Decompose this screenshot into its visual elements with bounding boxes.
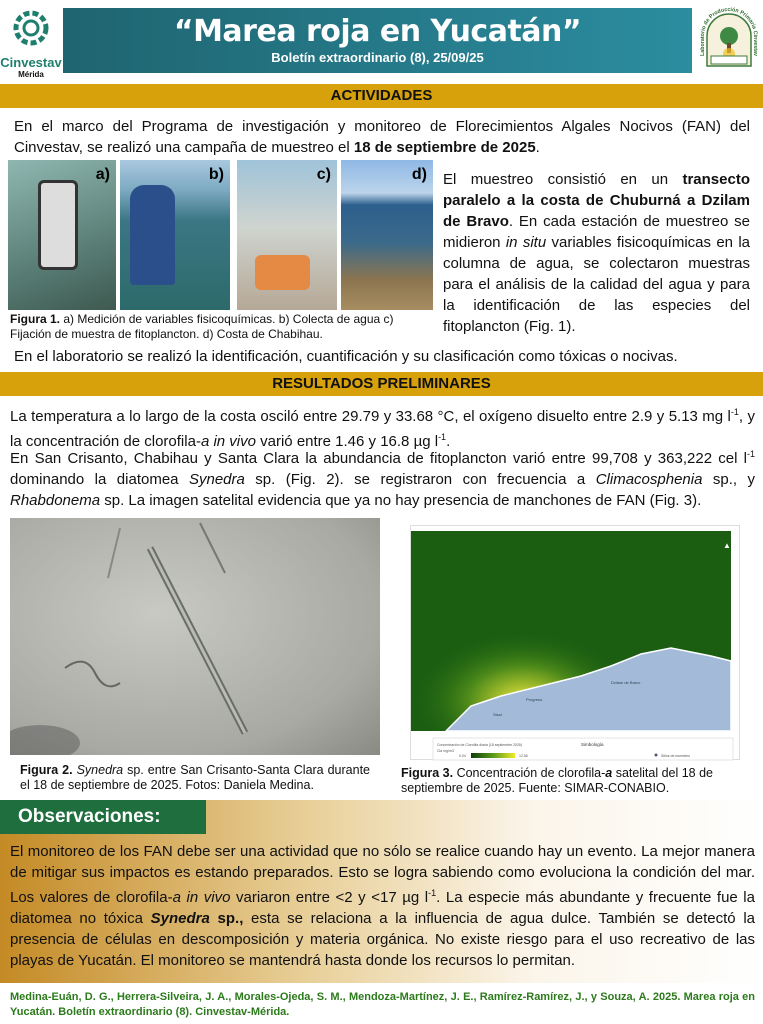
text-segment: 18 de septiembre de 2025 <box>353 139 536 156</box>
text-segment: varió entre 1.46 y 16.8 µg l <box>255 433 439 450</box>
text-segment: Synedra <box>76 763 124 777</box>
text-segment: La temperatura a lo largo de la costa osciló entre 29.79 y 33.68 °C, el oxígeno disuelto entre 2.9 y 5.13 mg l <box>10 408 731 425</box>
text-segment: in situ <box>505 234 547 251</box>
map-legend-unit: Cla mg/m3 <box>437 749 454 753</box>
text-segment: a) Medición de variables fisicoquímicas. b) Colecta de agua c) Fijación de muestra de fitoplancton. d) Costa de Chabihau. <box>10 312 394 341</box>
text-segment: dominando la diatomea <box>10 471 189 488</box>
logo-subtext: Mérida <box>18 70 44 79</box>
text-segment: Figura 2. <box>20 763 73 777</box>
text-segment: sp. entre San Crisanto-Santa Clara durante el 18 de septiembre de 2025. Fotos: Daniela Medina. <box>20 763 371 792</box>
map-legend-sites: Sitios de muestreo <box>661 754 690 758</box>
lab-emblem-icon <box>698 6 760 78</box>
page-title: “Marea roja en Yucatán” <box>173 14 582 49</box>
map-legend-label: Concentración de Clorofila diaria (18 septiembre 2025) <box>437 743 523 747</box>
text-segment: variaron entre <2 y <17 µg l <box>230 889 429 906</box>
text-segment: . <box>535 139 540 156</box>
map-legend-max: 12.56 <box>519 754 528 758</box>
text-segment: Rhabdonema <box>10 492 101 509</box>
text-segment: Figura 3. <box>401 766 454 780</box>
text-segment: . En cada estación de muestreo se midieron <box>443 213 750 251</box>
text-segment: sp. La imagen satelital evidencia que ya no hay presencia de manchones de FAN (Fig. 3). <box>100 492 702 509</box>
observations-heading: Observaciones: <box>0 800 206 834</box>
text-segment: satelital del 18 de septiembre de 2025. Fuente: SIMAR-CONABIO. <box>401 766 713 795</box>
lab-logo-text: Laboratorio de Producción Primaria Cinvestav <box>699 6 759 57</box>
observations-text <box>10 841 755 971</box>
photo-b <box>120 160 230 310</box>
text-segment: Concentración de clorofila- <box>456 766 606 780</box>
citation: Medina-Euán, D. G., Herrera-Silveira, J. A., Morales-Ojeda, S. M., Mendoza-Martínez, J. E., Ramírez-Ramírez, J., y Souza, A. 2025. Marea roja en Yucatán. Boletín extraordinario (8). Cinvestav-Mérida. <box>10 991 755 1018</box>
intro-paragraph <box>14 116 750 158</box>
text-segment: -1 <box>730 407 739 417</box>
text-segment: El muestreo consistió en un <box>443 171 683 188</box>
text-segment: . La especie más abundante y frecuente fue la diatomea no tóxica <box>10 889 755 927</box>
text-segment: El monitoreo de los FAN debe ser una actividad que no sólo se realice cuando hay un evento. La mejor manera de mitigar sus impactos es estando preparados. Esto se logra sabiendo como evoluciona la condición del mar. Los valores de clorofila- <box>10 843 755 906</box>
text-segment: sp., <box>209 910 244 927</box>
results-paragraph-2 <box>10 444 755 511</box>
figure-3-caption <box>401 766 746 796</box>
sampling-description <box>443 169 750 337</box>
figure-1-caption <box>10 312 430 342</box>
text-segment: En el marco del Programa de investigación y monitoreo de Florecimientos Algales Nocivos (FAN) del Cinvestav, se realizó una campaña de muestreo el <box>14 118 750 156</box>
text-segment: Figura 1. <box>10 312 61 326</box>
photo-d <box>341 160 433 310</box>
text-segment: -1 <box>746 449 755 459</box>
text-segment: b) <box>208 166 224 183</box>
text-segment: En San Crisanto, Chabihau y Santa Clara la abundancia de fitoplancton varió entre 99,708 y 363,222 cel l <box>10 450 747 467</box>
figure-2-micrograph <box>10 518 380 755</box>
lab-logo <box>698 6 760 78</box>
text-segment: c) <box>316 166 331 183</box>
text-segment: Synedra <box>188 471 245 488</box>
logo-text: Cinvestav <box>0 55 62 70</box>
text-segment: -1 <box>428 888 437 898</box>
text-segment: a) <box>95 166 110 183</box>
text-segment: transecto paralelo a la costa de Chuburná a Dzilam de Bravo <box>443 171 750 230</box>
figure-3-map <box>410 525 740 760</box>
text-segment: Synedra <box>150 910 210 927</box>
text-segment: sp. (Fig. 2). se registraron con frecuencia a <box>244 471 596 488</box>
text-segment: -1 <box>438 432 447 442</box>
map-legend-title: Simbología <box>581 742 604 747</box>
title-banner <box>63 8 692 73</box>
page-subtitle: Boletín extraordinario (8), 25/09/25 <box>271 50 484 65</box>
map-town-progreso: Progreso <box>526 697 543 702</box>
cinvestav-emblem-icon <box>11 6 51 50</box>
lab-paragraph: En el laboratorio se realizó la identificación, cuantificación y su clasificación como tóxicas o nocivas. <box>14 348 678 365</box>
map-town-sisal: Sisal <box>493 712 502 717</box>
text-segment: d) <box>411 166 427 183</box>
text-segment: . <box>446 433 451 450</box>
text-segment: a in vivo <box>200 433 256 450</box>
map-town-dzilam: Dzilam de Bravo <box>611 680 641 685</box>
north-arrow-icon: ▲ <box>723 541 731 550</box>
map-legend-min: 0.04 <box>459 754 466 758</box>
text-segment: sp., y <box>702 471 756 488</box>
text-segment: variables fisicoquímicas en la columna de agua, se colectaron muestras para el análisis de la calidad del agua y para la identificación de las especies del fitoplancton (Fig. 1). <box>443 234 750 335</box>
section-resultados: RESULTADOS PRELIMINARES <box>0 372 763 396</box>
text-segment: , y la concentración de clorofila- <box>10 408 755 450</box>
section-actividades: ACTIVIDADES <box>0 84 763 108</box>
photo-c <box>237 160 337 310</box>
figure-2-caption <box>20 763 370 793</box>
text-segment: esta se relaciona a la influencia de agua dulce. También se detectó la presencia de células en descomposición y materia orgánica. No existe riesgo para el uso recreativo de las playas de Yucatán. El monitoreo se mantendrá hasta donde los recursos lo permitan. <box>10 910 755 969</box>
text-segment: Climacosphenia <box>595 471 703 488</box>
cinvestav-logo <box>0 6 62 79</box>
text-segment: a <box>605 766 613 780</box>
photo-a <box>8 160 116 310</box>
text-segment: a in vivo <box>172 889 231 906</box>
